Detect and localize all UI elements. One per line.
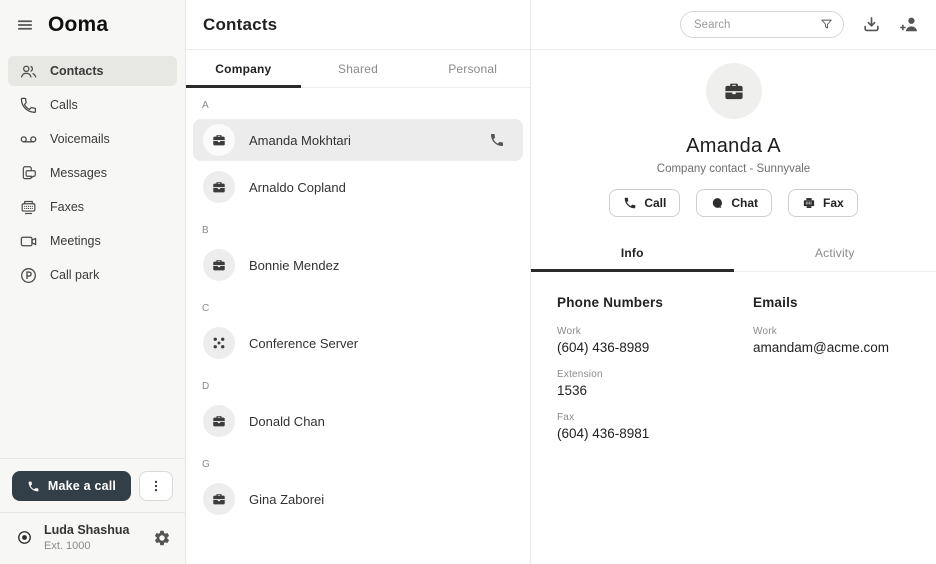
- contact-row-arnaldo-copland[interactable]: [193, 166, 523, 208]
- call-button[interactable]: [609, 189, 680, 217]
- contact-avatar: [203, 327, 235, 359]
- user-row: [0, 512, 185, 564]
- contact-name: Arnaldo Copland: [249, 179, 346, 195]
- field-value: amandam@acme.com: [753, 340, 890, 355]
- user-extension: Ext. 1000: [44, 540, 91, 552]
- contact-row-amanda-mokhtari[interactable]: [193, 119, 523, 161]
- briefcase-icon: [211, 491, 227, 507]
- contact-name: Bonnie Mendez: [249, 257, 340, 273]
- sidebar-item-voicemails[interactable]: [8, 124, 177, 154]
- fax-filled-icon: [802, 196, 816, 210]
- contact-avatar: [203, 124, 235, 156]
- field-label: Fax: [557, 412, 575, 423]
- tab-shared[interactable]: Shared: [338, 61, 378, 76]
- contact-name: Amanda Mokhtari: [249, 132, 351, 148]
- make-a-call-label: Make a call: [47, 479, 117, 493]
- chat-button[interactable]: [696, 189, 772, 217]
- contact-avatar: [203, 483, 235, 515]
- filter-icon[interactable]: [819, 17, 834, 32]
- phone-numbers-title: Phone Numbers: [557, 295, 664, 310]
- field-value: (604) 436-8981: [557, 426, 650, 441]
- field-label: Work: [557, 326, 581, 337]
- emails-title: Emails: [753, 295, 798, 310]
- phone-icon[interactable]: [489, 132, 513, 148]
- detail-header: [531, 0, 936, 50]
- sidebar-item-label: Faxes: [50, 200, 85, 214]
- sidebar-item-label: Messages: [50, 166, 107, 180]
- sidebar-item-faxes[interactable]: [8, 192, 177, 222]
- detail-tab-activity[interactable]: Activity: [814, 245, 855, 260]
- briefcase-icon: [211, 132, 227, 148]
- call-row: [0, 458, 185, 512]
- briefcase-icon: [211, 179, 227, 195]
- download-icon[interactable]: [861, 14, 882, 35]
- contact-list: [186, 88, 530, 564]
- action-label: Fax: [823, 196, 844, 210]
- email-fields: [753, 326, 926, 355]
- briefcase-icon: [211, 257, 227, 273]
- sidebar-item-label: Calls: [50, 98, 78, 112]
- phone-field-work: [557, 326, 753, 355]
- conference-icon: [211, 335, 227, 351]
- phone-icon: [27, 480, 40, 493]
- briefcase-icon: [722, 79, 746, 103]
- fax-button[interactable]: [788, 189, 858, 217]
- section-letter: A: [202, 100, 210, 111]
- sidebar-item-meetings[interactable]: [8, 226, 177, 256]
- kebab-icon: [148, 478, 164, 494]
- emails-section: [753, 295, 926, 455]
- contact-row-donald-chan[interactable]: [193, 400, 523, 442]
- menu-icon[interactable]: [15, 15, 35, 35]
- messages-icon: [19, 164, 38, 183]
- contact-subtitle: Company contact - Sunnyvale: [656, 163, 811, 175]
- voicemail-icon: [19, 130, 38, 149]
- sidebar-item-label: Voicemails: [50, 132, 110, 146]
- contact-name: Conference Server: [249, 335, 359, 351]
- page-title: Contacts: [203, 14, 278, 34]
- brand-logo: Ooma: [48, 13, 109, 36]
- add-contact-icon[interactable]: [899, 14, 920, 35]
- sidebar-bottom: [0, 458, 185, 564]
- calls-icon: [19, 96, 38, 115]
- user-name: Luda Shashua: [44, 523, 130, 537]
- contact-avatar: [203, 249, 235, 281]
- detail-tab-info[interactable]: Info: [531, 234, 734, 271]
- sidebar-item-messages[interactable]: [8, 158, 177, 188]
- section-letter: D: [202, 381, 210, 392]
- contact-detail-panel: [531, 0, 936, 564]
- chat-icon: [710, 196, 724, 210]
- sidebar-item-label: Contacts: [50, 64, 104, 78]
- contact-row-bonnie-mendez[interactable]: [193, 244, 523, 286]
- contact-actions: [609, 189, 857, 217]
- info-grid: [531, 272, 936, 455]
- sidebar-item-label: Call park: [50, 268, 100, 282]
- contact-type-tabs: [186, 50, 530, 88]
- contact-name: Gina Zaborei: [249, 491, 325, 507]
- email-field-work: [753, 326, 926, 355]
- sidebar: [0, 0, 186, 564]
- brand-bar: [0, 0, 185, 50]
- phone-numbers-section: [557, 295, 753, 455]
- contact-name: Donald Chan: [249, 413, 325, 429]
- detail-body: [531, 50, 936, 564]
- search-box[interactable]: [680, 11, 844, 38]
- sidebar-item-call-park[interactable]: [8, 260, 177, 290]
- phone-fields: [557, 326, 753, 441]
- contact-name: Amanda A: [686, 135, 781, 157]
- briefcase-icon: [211, 413, 227, 429]
- call-park-icon: [19, 266, 38, 285]
- presence-icon: [16, 529, 33, 546]
- sidebar-nav: [0, 50, 185, 294]
- detail-tabs: [531, 234, 936, 272]
- sidebar-item-label: Meetings: [50, 234, 101, 248]
- list-header: [186, 0, 530, 50]
- contact-avatar: [203, 171, 235, 203]
- phone-icon: [623, 196, 637, 210]
- contacts-icon: [19, 62, 38, 81]
- section-letter: B: [202, 225, 210, 236]
- more-options-button[interactable]: [139, 471, 173, 501]
- contacts-list-panel: [186, 0, 531, 564]
- field-label: Work: [753, 326, 777, 337]
- search-input[interactable]: [692, 18, 813, 32]
- fax-icon: [19, 198, 38, 217]
- user-meta: [44, 523, 129, 552]
- sidebar-item-calls[interactable]: [8, 90, 177, 120]
- make-a-call-button[interactable]: [12, 471, 131, 501]
- action-label: Chat: [731, 196, 758, 210]
- contact-avatar: [706, 63, 762, 119]
- field-value: 1536: [557, 383, 588, 398]
- field-value: (604) 436-8989: [557, 340, 650, 355]
- field-label: Extension: [557, 369, 603, 380]
- tab-company[interactable]: Company: [186, 50, 301, 87]
- phone-field-fax: [557, 412, 753, 441]
- phone-field-extension: [557, 369, 753, 398]
- section-letter: C: [202, 303, 210, 314]
- section-letter: G: [202, 459, 211, 470]
- contact-row-conference-server[interactable]: [193, 322, 523, 364]
- tab-personal[interactable]: Personal: [448, 61, 498, 76]
- meetings-icon: [19, 232, 38, 251]
- contact-avatar: [203, 405, 235, 437]
- settings-gear-icon[interactable]: [153, 529, 171, 547]
- action-label: Call: [644, 196, 667, 210]
- sidebar-item-contacts[interactable]: [8, 56, 177, 86]
- contact-row-gina-zaborei[interactable]: [193, 478, 523, 520]
